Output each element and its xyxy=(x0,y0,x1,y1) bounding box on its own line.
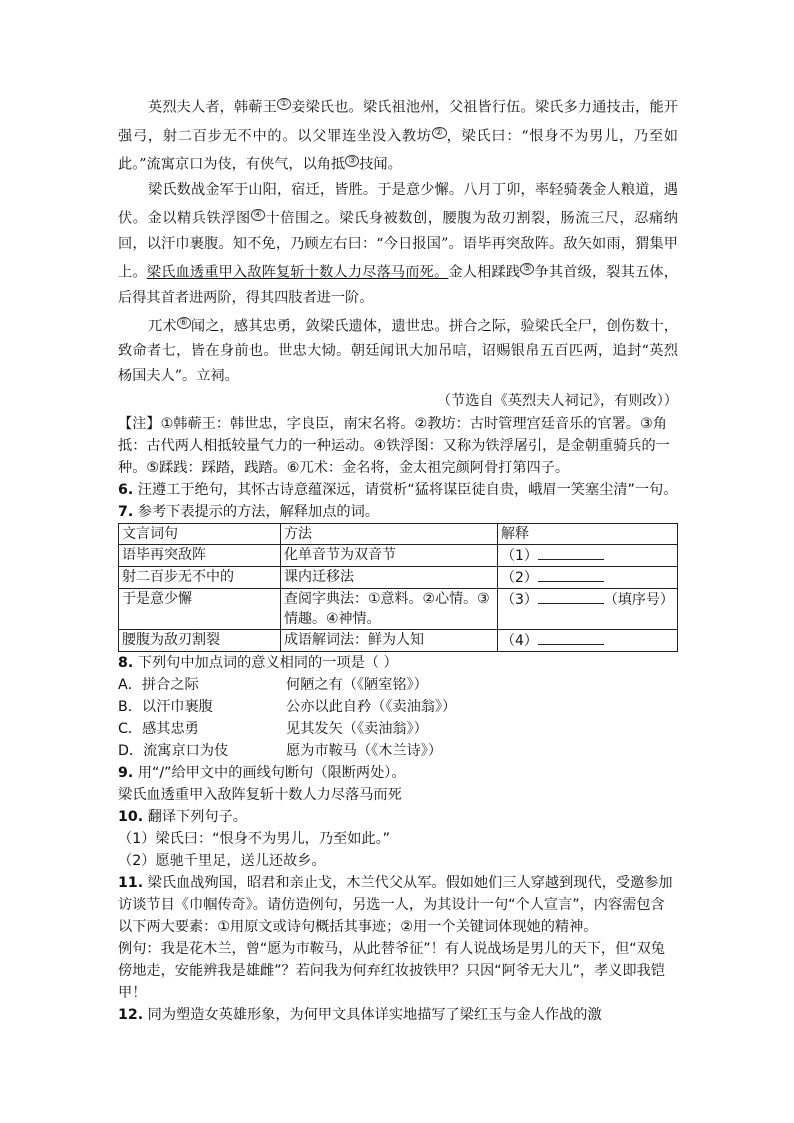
passage-source: （节选自《英烈夫人祠记》，有则改）） xyxy=(436,393,678,410)
table-cell: 成语解词法：鲜为人知 xyxy=(281,630,498,652)
table-row xyxy=(119,567,678,589)
passage-paragraph-3: 兀术 ⑥ 闻之，感其忠勇，敛梁氏遗体，遗世忠。拼合之际，验梁氏全尸，创伤数十，致命者七，皆在身前也。世忠大恸。朝廷闻讯大加吊唁，诏赐银帛五百匹两，追封“英烈杨国夫人”。立祠。 xyxy=(118,317,678,385)
table-cell: 腰腹为敌刃割裂 xyxy=(119,630,281,652)
underlined-sentence: 梁氏血透重甲入敌阵复斩十数人力尽落马而死。 xyxy=(146,264,449,281)
option-a[interactable]: A．拼合之际 何陋之有（《陋室铭》） xyxy=(118,677,428,694)
table-header: 方法 xyxy=(281,524,498,545)
option-d[interactable]: D．流寓京口为伎 愿为市鞍马（《木兰诗》） xyxy=(118,743,443,760)
answer-blank xyxy=(538,589,604,604)
table-cell: 于是意少懈 xyxy=(119,589,281,630)
question-10: 10. 翻译下列句子。 xyxy=(118,809,247,826)
table-header-row xyxy=(119,524,678,545)
annotation-notes: 【注】①韩蕲王：韩世忠，字良臣，南宋名将。②教坊：古时管理宫廷音乐的官署。③角抵：古代两人相抵较量气力的一种运动。④铁浮图：又称为铁浮屠引，是金朝重骑兵的一种。⑤蹂践：踩踏，践踏。⑥兀术：金名将，金太祖完颜阿骨打第四子。 xyxy=(118,416,670,477)
table-cell: 化单音节为双音节 xyxy=(281,545,498,567)
passage-paragraph-2: 梁氏数战金军于山阳，宿迁，皆胜。于是意少懈。八月丁卯，率轻骑袭金人粮道，遇伏。金以精兵铁浮图 ④ 十倍围之。梁氏身被数创，腰腹为敌刃割裂，肠流三尺，忍痛纳回，以汗巾裹腹。知不免，乃顾左右曰：“今日报国”。语毕再突敌阵。敌矢如雨，猬集甲上。梁氏血透重甲入敌阵复斩十数人力尽落马而死。金人相蹂践 ⑤ 争其首级，裂其五体，后得其首者进两阶，得其四肢者进一阶。 xyxy=(118,182,678,306)
question-10-item-2: （2）愿驰千里足，送儿还故乡。 xyxy=(118,853,326,870)
question-11-example: 例句：我是花木兰，曾“愿为市鞍马，从此替爷征”！有人说战场是男儿的天下，但“双兔傍地走，安能辨我是雄雌”？若问我为何弃红妆披铁甲？只因“阿爷无大儿”，孝义即我铠甲！ xyxy=(118,941,665,1002)
question-10-item-1: （1）梁氏曰：“恨身不为男儿，乃至如此。” xyxy=(118,831,391,848)
answer-cell[interactable]: （4） xyxy=(498,630,678,652)
answer-cell[interactable]: （2） xyxy=(498,567,678,589)
question-9: 9. 用“/”给甲文中的画线句断句（限断两处）。 xyxy=(118,765,406,782)
question-8: 8. 下列句中加点词的意义相同的一项是（ ） xyxy=(118,655,398,672)
table-cell: 查阅字典法：①意料。②心情。③情趣。④神情。 xyxy=(281,589,498,630)
table-header: 解释 xyxy=(498,524,678,545)
document-page xyxy=(118,92,678,1026)
table-cell: 课内迁移法 xyxy=(281,567,498,589)
option-c[interactable]: C．感其忠勇 见其发矢（《卖油翁》） xyxy=(118,721,428,738)
passage-paragraph-1: 英烈夫人者，韩蕲王 ① 妾梁氏也。梁氏祖池州，父祖皆行伍。梁氏多力通技击，能开强弓，射二百步无不中的。以父罪连坐没入教坊 ② ，梁氏曰：“恨身不为男儿，乃至如此。”流寓京口为伎，有侠气，以角抵 ③ 技闻。 xyxy=(118,99,678,174)
question-11: 11. 梁氏血战殉国，昭君和亲止戈，木兰代父从军。假如她们三人穿越到现代，受邀参加访谈节目《巾帼传奇》。请仿造例句，另选一人，为其设计一句“个人宣言”，内容需包含以下两大要素：①用原文或诗句概括其事迹；②用一个关键词体现她的精神。 xyxy=(118,875,673,936)
table-row xyxy=(119,545,678,567)
question-7: 7. 参考下表提示的方法，解释加点的词。 xyxy=(118,504,379,521)
table-header: 文言词句 xyxy=(119,524,281,545)
answer-cell[interactable]: （1） xyxy=(498,545,678,567)
option-b[interactable]: B．以汗巾裹腹 公亦以此自矜（《卖油翁》） xyxy=(118,699,457,716)
answer-blank xyxy=(538,630,604,645)
table-row xyxy=(119,630,678,652)
table-cell: 语毕再突敌阵 xyxy=(119,545,281,567)
method-table xyxy=(118,523,678,652)
question-12: 12. 同为塑造女英雄形象，为何甲文具体详实地描写了梁红玉与金人作战的激 xyxy=(118,1007,602,1024)
answer-blank xyxy=(538,567,604,582)
table-row xyxy=(119,589,678,630)
table-cell: 射二百步无不中的 xyxy=(119,567,281,589)
answer-cell[interactable]: （3） （填序号） xyxy=(498,589,678,630)
question-9-sentence: 梁氏血透重甲入敌阵复斩十数人力尽落马而死 xyxy=(118,787,402,804)
question-6: 6. 汪遵工于绝句，其怀古诗意蕴深远，请赏析“猛将谋臣徒自贵，峨眉一笑塞尘清”一句。 xyxy=(118,482,678,499)
answer-blank xyxy=(538,545,604,560)
